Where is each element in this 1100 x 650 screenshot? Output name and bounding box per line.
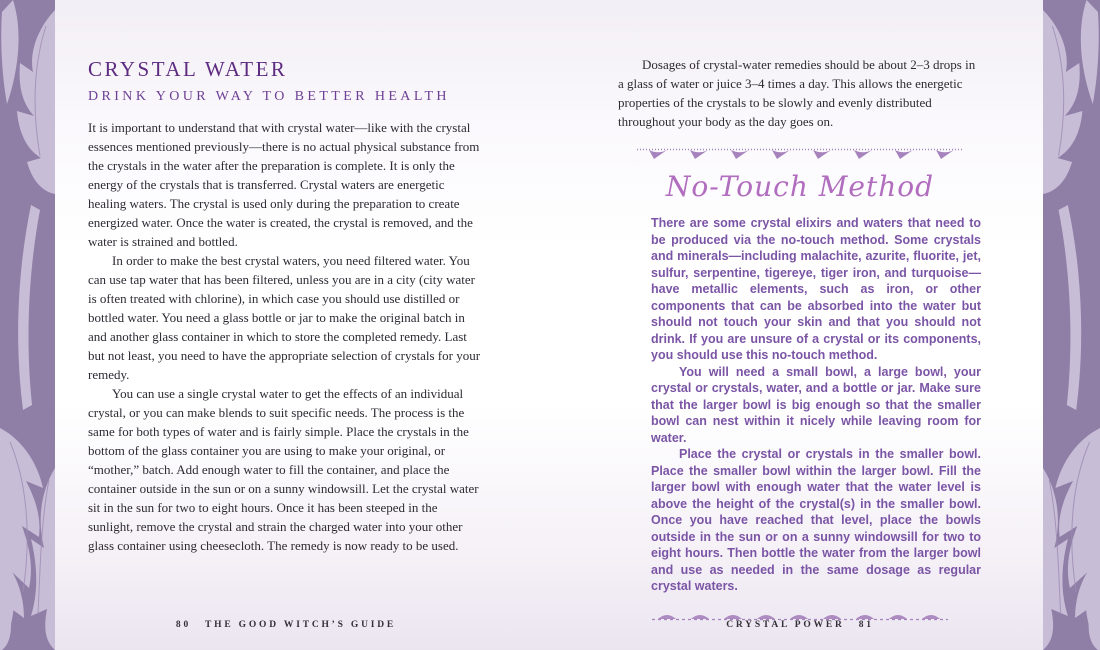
no-touch-method-section xyxy=(618,215,982,595)
pennant-divider-icon xyxy=(635,146,965,162)
accent-paragraph: You will need a small bowl, a large bowl, your crystal or crystals, water, and a bottle or jar. Make sure that the larger bowl is big enough so that the smaller bowl can nest within it nicely while leaving room for water. xyxy=(651,364,981,445)
leaf-pattern-icon xyxy=(1043,0,1100,650)
leaf-pattern-icon xyxy=(0,0,55,650)
chapter-title: CRYSTAL POWER xyxy=(726,620,845,630)
left-page xyxy=(55,0,550,650)
left-page-footer xyxy=(88,620,484,630)
page-title: CRYSTAL WATER xyxy=(88,57,288,81)
right-page xyxy=(550,0,1043,650)
page-subtitle: DRINK YOUR WAY TO BETTER HEALTH xyxy=(88,89,450,104)
body-paragraph: It is important to understand that with crystal water—like with the crystal essences mentioned previously—there is no actual physical substance from the crystals in the water after the preparation is complete. It is only the energy of the crystals that is transferred. Crystal waters are energetic healing waters. The crystal is used only during the preparation to create energized water. Once the water is created, the crystal is removed, and the water is strained and bottled. xyxy=(88,120,480,249)
body-paragraph: You can use a single crystal water to get the effects of an individual crystal, or you can make blends to suit specific needs. The process is the same for both types of water and is fairly simple. Place the crystals in the bottom of the glass container you are using to make your original, or “mother,” batch. Add enough water to fill the container, and place the container outside in the sun or on a sunny windowsill. Let the crystal water sit in the sun for two to eight hours. Once it has been steeped in the sunlight, remove the crystal and strain the charged water into your other glass container using cheesecloth. The remedy is now ready to be used. xyxy=(88,386,479,553)
accent-paragraph: Place the crystal or crystals in the smaller bowl. Place the smaller bowl within the larger bowl. Fill the larger bowl with enough water that the water level is above the height of the crystal(s) in the smaller bowl. Once you have reached that level, place the bowls outside in the sun or on a sunny windowsill for two to eight hours. Then bottle the water from the larger bowl and use as needed in the same dosage as regular crystal waters. xyxy=(651,447,981,593)
left-border-ornament xyxy=(0,0,55,650)
right-page-footer xyxy=(618,620,982,630)
body-paragraph: Dosages of crystal-water remedies should be about 2–3 drops in a glass of water or juice 3–4 times a day. This allows the energetic properties of the crystals to be slowly and evenly distributed throughout your body as the day goes on. xyxy=(618,57,976,129)
page-number: 80 xyxy=(175,620,192,630)
section-heading: No-Touch Method xyxy=(665,170,935,203)
page-number: 81 xyxy=(858,620,874,630)
right-border-ornament xyxy=(1043,0,1100,650)
body-paragraph: In order to make the best crystal waters, you need filtered water. You can use tap water that has been filtered, unless you are in a city (city water is often treated with chlorine), in which case you should use distilled or bottled water. You need a glass bottle or jar to make the original batch in and another glass container in which to store the completed remedy. Last but not least, you need to have the appropriate selection of crystals for your remedy. xyxy=(88,253,481,382)
accent-paragraph: There are some crystal elixirs and waters that need to be produced via the no-touch method. Some crystals and minerals—including malachite, azurite, fluorite, jet, sulfur, serpentine, tigereye, tiger iron, and turquoise—have metallic elements, such as iron, or other components that can be absorbed into the water but should not touch your skin and that you should not drink. If you are unsure of a crystal or its components, you should use this no-touch method. xyxy=(651,216,981,362)
book-title: THE GOOD WITCH’S GUIDE xyxy=(205,620,397,630)
